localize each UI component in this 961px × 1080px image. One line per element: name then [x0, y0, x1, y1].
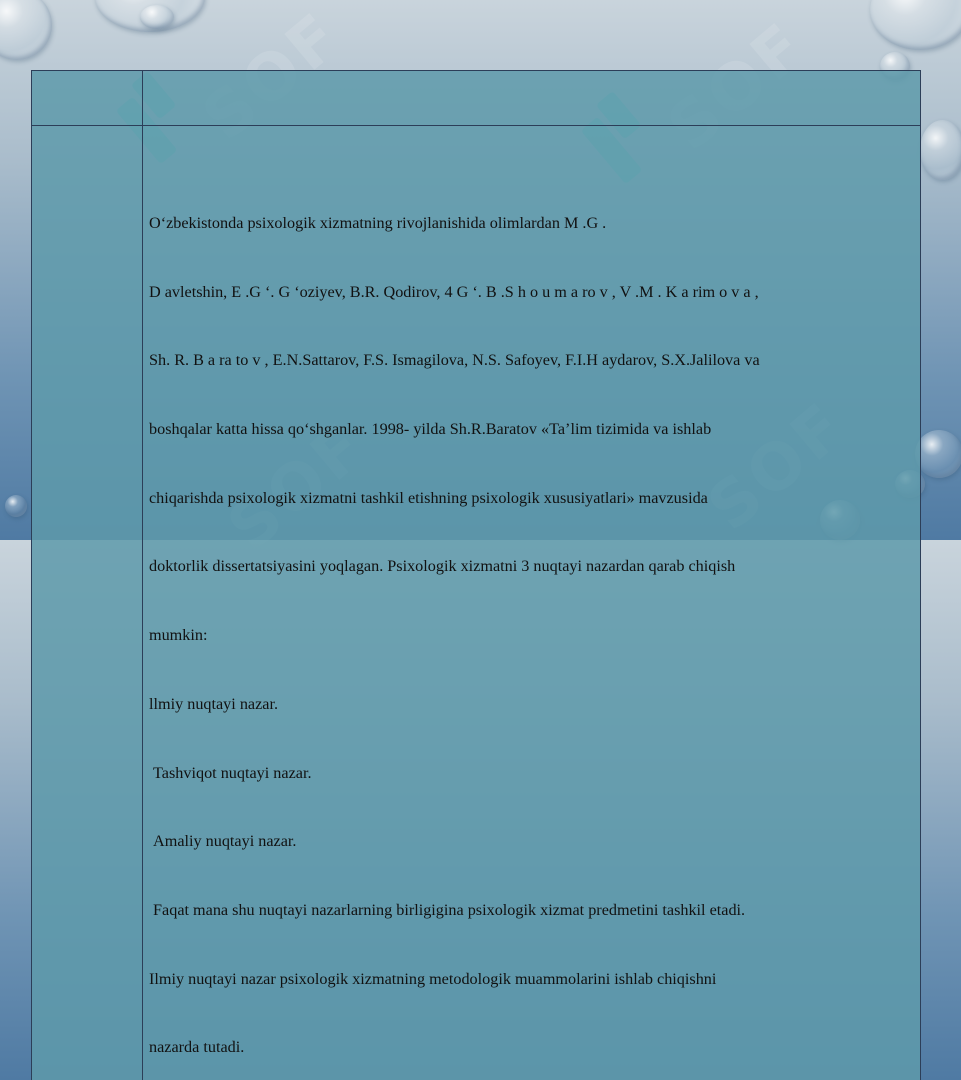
text-line: Faqat mana shu nuqtayi nazarlarning birligigina psixologik xizmat predmetini tashkil etadi. [149, 899, 914, 922]
text-line: llmiy nuqtayi nazar. [149, 693, 914, 716]
text-line: boshqalar katta hissa qo‘shganlar. 1998- yilda Sh.R.Baratov «Ta’lim tizimida va ishlab [149, 418, 914, 441]
text-line: chiqarishda psixologik xizmatni tashkil etishning psixologik xususiyatlari» mavzusida [149, 487, 914, 510]
table-cell-top-left [32, 71, 143, 126]
table-cell-bottom-left [32, 126, 143, 1080]
text-line: O‘zbekistonda psixologik xizmatning rivojlanishida olimlardan M .G . [149, 212, 914, 235]
text-line: D avletshin, E .G ‘. G ‘oziyev, B.R. Qodirov, 4 G ‘. B .S h o u m a ro v , V .M . K a rim o v a , [149, 281, 914, 304]
text-line: nazarda tutadi. [149, 1036, 914, 1059]
water-drop [5, 495, 27, 517]
water-drop [140, 5, 174, 29]
content-table [31, 70, 921, 1080]
body-text [143, 126, 920, 1080]
table-cell-top-right [143, 71, 921, 126]
water-drop [920, 120, 961, 180]
text-line: doktorlik dissertatsiyasini yoqlagan. Psixologik xizmatni 3 nuqtayi nazardan qarab chiqish [149, 555, 914, 578]
text-line: Tashviqot nuqtayi nazar. [149, 762, 914, 785]
water-drop [0, 0, 52, 60]
text-line: Sh. R. B a ra to v , E.N.Sattarov, F.S. Ismagilova, N.S. Safoyev, F.I.H aydarov, S.X.Jalilova va [149, 349, 914, 372]
table-cell-body [143, 126, 921, 1080]
text-line: mumkin: [149, 624, 914, 647]
text-line: Ilmiy nuqtayi nazar psixologik xizmatning metodologik muammolarini ishlab chiqishni [149, 968, 914, 991]
water-drop [915, 430, 961, 478]
water-drop [870, 0, 961, 50]
text-line: Amaliy nuqtayi nazar. [149, 830, 914, 853]
